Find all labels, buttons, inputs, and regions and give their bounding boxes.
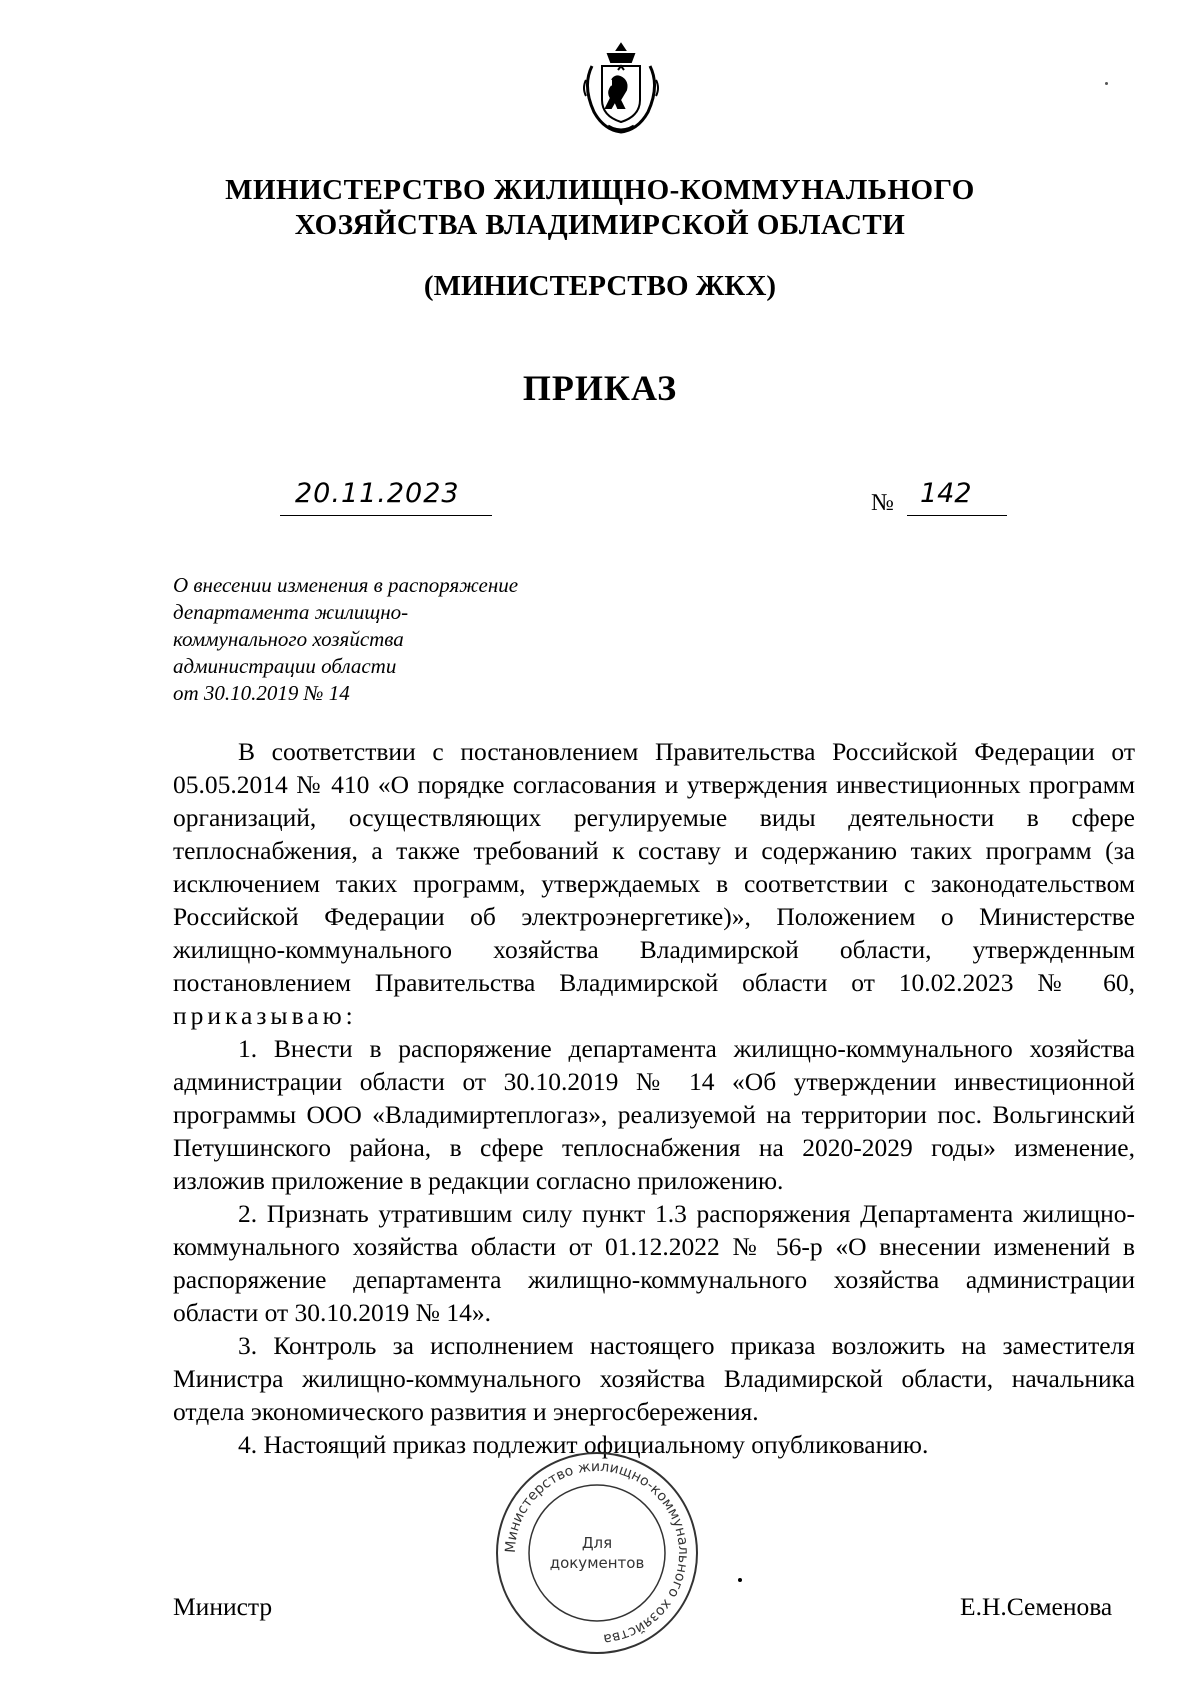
ministry-name-line-1: МИНИСТЕРСТВО ЖИЛИЩНО-КОММУНАЛЬНОГО [225, 174, 975, 206]
order-item-4: 4. Настоящий приказ подлежит официальному опубликованию. [238, 1430, 929, 1459]
scan-speck [1105, 82, 1108, 85]
handwritten-number: 142 [920, 478, 972, 509]
order-word: приказываю: [173, 1001, 357, 1030]
stamp-ring-text: Министерство жилищно-коммунального хозяйства [502, 1458, 692, 1647]
coat-of-arms-icon [578, 40, 664, 136]
stamp-center-line-1: Для [581, 1534, 613, 1552]
signer-name: Е.Н.Семенова [960, 1592, 1113, 1621]
document-type-title: ПРИКАЗ [522, 368, 678, 408]
order-item-1: 1. Внести в распоряжение департамента жилищно-коммунального хозяйства администрации области от 30.10.2019 № 14 «Об утверждении инвестиционной программы ООО «Владимиртеплогаз», реализуемой на территории пос. Вольгинский Петушинского района, в сфере теплоснабжения на 2020-2029 годы» изменение, изложив приложение в редакции согласно приложению. [173, 1034, 1135, 1195]
subject-line: от 30.10.2019 № 14 [173, 681, 350, 705]
order-item-2: 2. Признать утратившим силу пункт 1.3 распоряжения Департамента жилищно-коммунального хозяйства области от 01.12.2022 № 56-р «О внесении изменений в распоряжение департамента жилищно-коммунального хозяйства администрации области от 30.10.2019 № 14». [173, 1199, 1135, 1327]
ministry-short-name: (МИНИСТЕРСТВО ЖКХ) [423, 270, 777, 302]
scan-speck [738, 1578, 742, 1582]
svg-text:Министерство жилищно-коммуналь [503, 1459, 691, 1647]
number-sign: № [871, 490, 894, 516]
order-body [173, 735, 1135, 1461]
number-underline [907, 515, 1007, 516]
stamp-center-line-2: документов [549, 1554, 645, 1572]
signer-title: Министр [173, 1592, 273, 1621]
official-seal-stamp [492, 1448, 702, 1658]
date-underline [280, 515, 492, 516]
subject-line: администрации области [173, 654, 397, 678]
subject-line: коммунального хозяйства [173, 627, 404, 651]
order-item-3: 3. Контроль за исполнением настоящего приказа возложить на заместителя Министра жилищно-коммунального хозяйства Владимирской области, начальника отдела экономического развития и энергосбережения. [173, 1331, 1135, 1426]
preamble-text: В соответствии с постановлением Правительства Российской Федерации от 05.05.2014 № 410 «О порядке согласования и утверждения инвестиционных программ организаций, осуществляющих регулируемые виды деятельности в сфере теплоснабжения, а также требований к составу и содержанию таких программ (за исключением таких программ, утверждаемых в соответствии с законодательством Российской Федерации об электроэнергетике)», Положением о Министерстве жилищно-коммунального хозяйства Владимирской области, утвержденным постановлением Правительства Владимирской области от 10.02.2023 № 60, [173, 737, 1135, 997]
preamble-paragraph [173, 735, 1135, 1032]
subject-line: О внесении изменения в распоряжение [173, 573, 519, 597]
subject-line: департамента жилищно- [173, 600, 409, 624]
handwritten-date: 20.11.2023 [295, 478, 460, 509]
order-subject [173, 572, 603, 707]
ministry-name-line-2: ХОЗЯЙСТВА ВЛАДИМИРСКОЙ ОБЛАСТИ [294, 209, 906, 241]
